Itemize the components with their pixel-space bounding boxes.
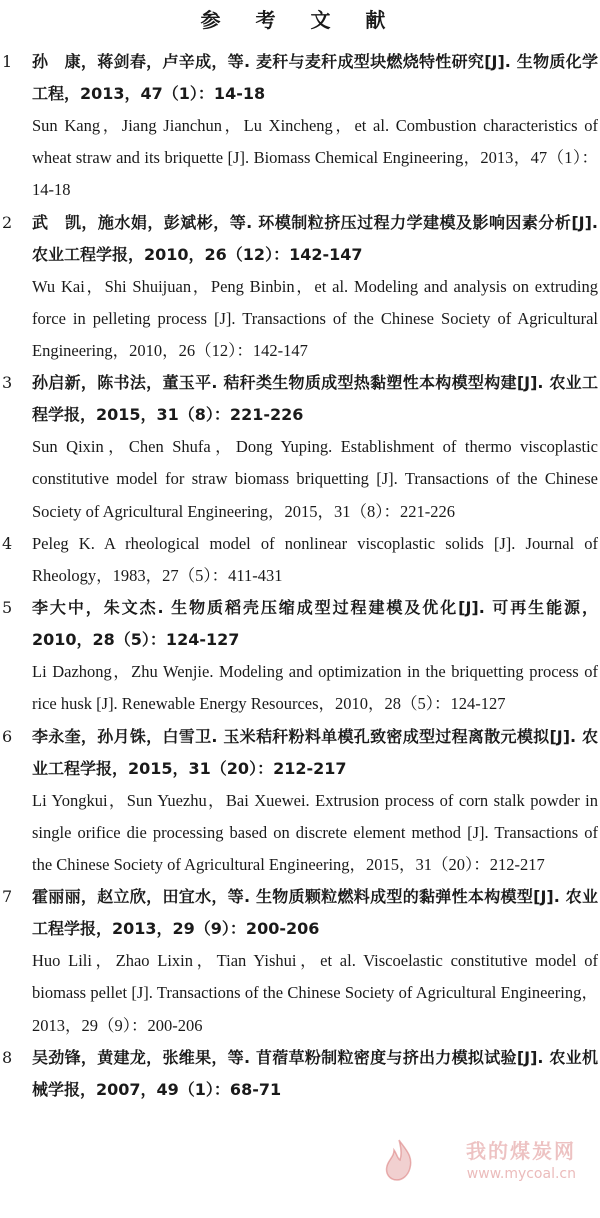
reference-chinese-citation: 武 凯，施水娟，彭斌彬，等. 环模制粒挤压过程力学建模及影响因素分析[J]. 农业工程学报，2010，26（12）：142-147 xyxy=(32,212,598,264)
reference-item-7 xyxy=(0,881,600,1042)
reference-english-citation: Li Yongkui，Sun Yuezhu，Bai Xuewei. Extrusion process of corn stalk powder in single orifice die processing based on discrete element method [J]. Transactions of the Chinese Society of Agricultural Engineering，2015，31（20）：212-217 xyxy=(32,790,598,875)
reference-item-8 xyxy=(0,1042,600,1106)
reference-chinese-citation: 霍丽丽，赵立欣，田宜水，等. 生物质颗粒燃料成型的黏弹性本构模型[J]. 农业工程学报，2013，29（9）：200-206 xyxy=(32,887,598,939)
reference-chinese-citation: 孙启新，陈书法，董玉平. 秸秆类生物质成型热黏塑性本构模型构建[J]. 农业工程学报，2015，31（8）：221-226 xyxy=(32,373,598,425)
reference-number: 7 xyxy=(2,887,13,907)
watermark-site-name: 我的煤炭网 xyxy=(466,1139,576,1163)
reference-chinese-citation: 李大中，朱文杰. 生物质稻壳压缩成型过程建模及优化[J]. 可再生能源，2010，28（5）：124-127 xyxy=(32,598,598,650)
reference-number: 8 xyxy=(2,1047,13,1067)
reference-english-citation: Sun Qixin，Chen Shufa，Dong Yuping. Establishment of thermo viscoplastic constitutive model for straw biomass briquetting [J]. Transactions of the Chinese Society of Agricultural Engineering，2015，31（8）：221-226 xyxy=(32,437,598,521)
reference-number: 4 xyxy=(2,533,13,553)
reference-item-3 xyxy=(0,367,600,528)
reference-item-6 xyxy=(0,721,600,882)
references-heading: 参 考 文 献 xyxy=(200,8,400,32)
reference-number: 6 xyxy=(2,726,13,746)
reference-chinese-citation: 吴劲锋，黄建龙，张维果，等. 苜蓿草粉制粒密度与挤出力模拟试验[J]. 农业机械学报，2007，49（1）：68-71 xyxy=(32,1047,598,1099)
reference-item-1 xyxy=(0,46,600,207)
reference-number: 2 xyxy=(2,212,13,232)
reference-number: 1 xyxy=(2,52,13,71)
reference-chinese-citation: 孙 康，蒋剑春，卢辛成，等. 麦秆与麦秆成型块燃烧特性研究[J]. 生物质化学工程，2013，47（1）：14-18 xyxy=(32,52,598,103)
reference-chinese-citation: 李永奎，孙月铢，白雪卫. 玉米秸秆粉料单模孔致密成型过程离散元模拟[J]. 农业工程学报，2015，31（20）：212-217 xyxy=(32,726,598,778)
reference-number: 5 xyxy=(2,598,13,618)
reference-english-citation: Huo Lili，Zhao Lixin，Tian Yishui，et al. Viscoelastic constitutive model of biomass pellet [J]. Transactions of the Chinese Society of Agricultural Engineering，2013，29（9）：200-206 xyxy=(32,951,598,1035)
site-watermark xyxy=(382,1124,582,1184)
flame-logo-icon xyxy=(382,1138,416,1182)
reference-english-citation: Li Dazhong，Zhu Wenjie. Modeling and optimization in the briquetting process of rice husk [J]. Renewable Energy Resources，2010，28（5）：124-127 xyxy=(32,662,598,714)
reference-list xyxy=(0,46,600,1106)
watermark-url: www.mycoal.cn xyxy=(466,1166,576,1182)
reference-item-5 xyxy=(0,592,600,720)
reference-english-citation: Wu Kai，Shi Shuijuan，Peng Binbin，et al. Modeling and analysis on extruding force in pelleting process [J]. Transactions of the Chinese Society of Agricultural Engineering，2010，26（12）：142-147 xyxy=(32,276,598,361)
reference-number: 3 xyxy=(2,373,13,393)
reference-item-4 xyxy=(0,528,600,592)
reference-item-2 xyxy=(0,207,600,368)
reference-english-citation: Sun Kang，Jiang Jianchun，Lu Xincheng，et al. Combustion characteristics of wheat straw and its briquette [J]. Biomass Chemical Engineering，2013，47（1）：14-18 xyxy=(32,116,598,200)
reference-english-citation: Peleg K. A rheological model of nonlinear viscoplastic solids [J]. Journal of Rheology，1983，27（5）：411-431 xyxy=(32,533,598,586)
